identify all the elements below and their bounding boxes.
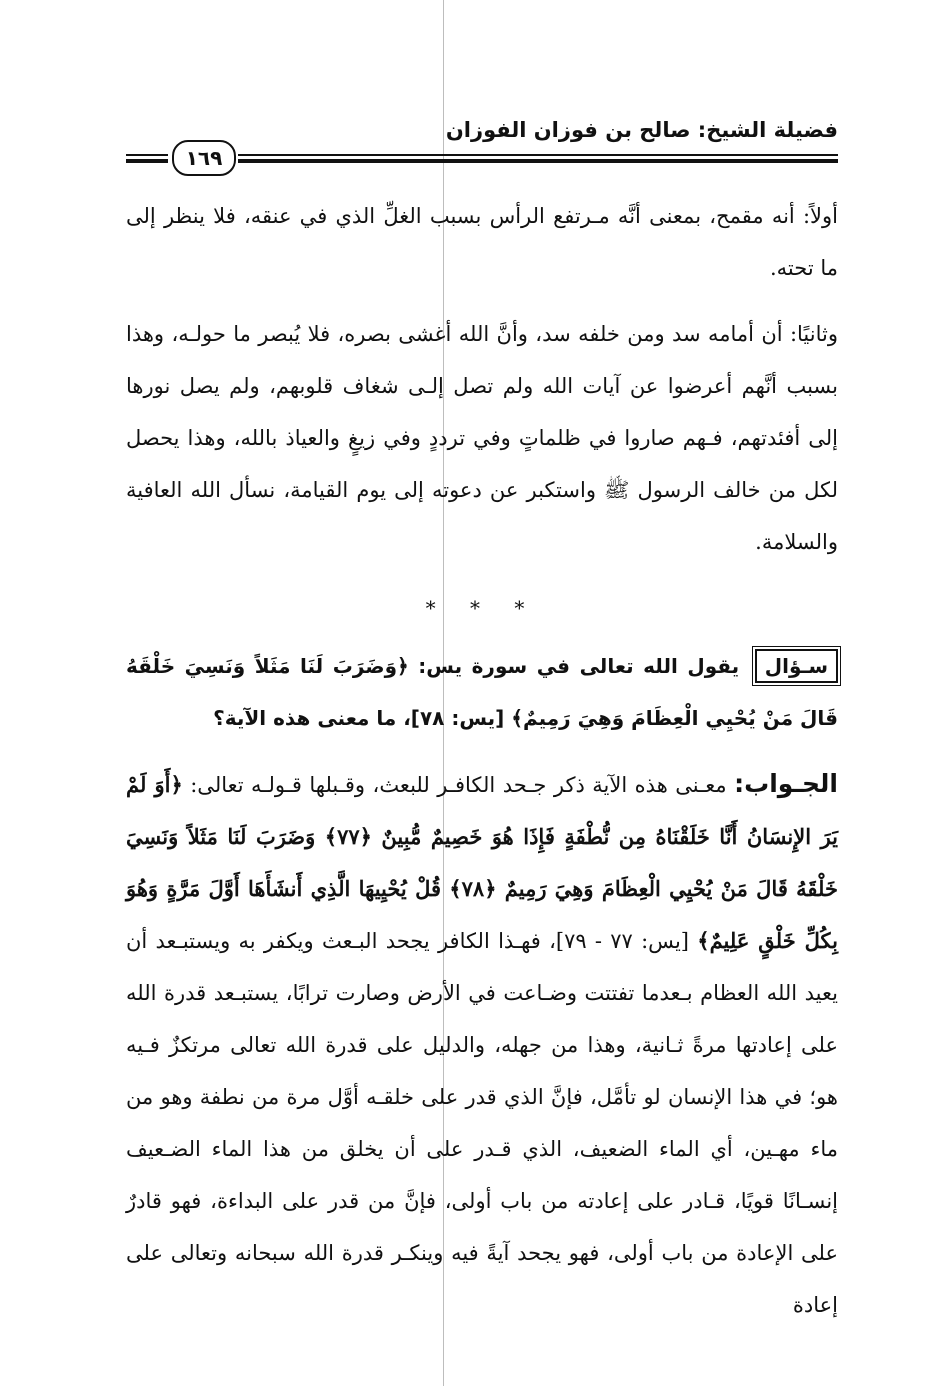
section-separator: * * *	[425, 596, 539, 620]
answer-intro: معـنى هذه الآية ذكر جـحد الكافـر للبعث، وقـبلها قـولـه تعالى:	[190, 773, 727, 797]
answer-label: الجـواب:	[734, 769, 838, 798]
paragraph-second: وثانيًا: أن أمامه سد ومن خلفه سد، وأنَّ الله أغشى بصره، فلا يُبصر ما حولـه، وهذا بسبب أنَّهم أعرضوا عن آيات الله ولم تصل إلـى شغاف قلوبهم، ولم يصل نورها إلى أفئدتهم، فـهم صاروا في ظلماتٍ وفي ترددٍ وفي زيغٍ والعياذ بالله، وهذا يحصل لكل من خالف الرسول ﷺ واستكبر عن دعوته إلى يوم القيامة، نسأل الله العافية والسلامة.	[126, 322, 838, 554]
header-rule-line-thick	[238, 159, 838, 163]
header-rule-line	[238, 154, 838, 156]
paragraph-first: أولاً: أنه مقمح، بمعنى أنَّه مـرتفع الرأس بسبب الغلِّ الذي في عنقه، فلا ينظر إلى ما تحته.	[126, 204, 838, 280]
question-block	[126, 640, 838, 744]
running-header: فضيلة الشيخ: صالح بن فوزان الفوزان	[445, 118, 838, 142]
answer-body: فهـذا الكافر يجحد البـعث ويكفر به ويستبـعد أن يعيد الله العظام بـعدما تفتتت وضـاعت في الأرض وصارت ترابًا، يستبـعد قدرة الله على إعادتها مرةً ثـانية، وهذا من جهله، والدليل على قدرة الله تعالى مرتكزٌ فـيه هو؛ في هذا الإنسان لو تأمَّل، فإنَّ الذي قدر على خلقـه أوَّل مرة من نطفة وهو من ماء مهـين، أي الماء الضعيف، الذي قـدر على أن يخلق من هذا الماء الضـعيف إنسـانًا قويًا، قـادر على إعادته من باب أولى، فإنَّ من قدر على البداءة، فهو قادرٌ على الإعادة من باب أولى، فهو يجحد آيةً فيه وينكـر قدرة الله سبحانه وتعالى على إعادة	[126, 929, 838, 1317]
verse-reference: [يس: ٧٧ - ٧٩]،	[549, 929, 689, 953]
question-label: سـؤال	[755, 649, 838, 683]
page-number: ١٦٩	[172, 140, 236, 176]
header-rule-line-left-thick	[126, 159, 168, 163]
quran-verse: ﴿أَوَ لَمْ يَرَ الإِنسَانُ أَنَّا خَلَقْنَاهُ مِن نُّطْفَةٍ فَإِذَا هُوَ خَصِيمٌ مُّبِينٌ ﴿٧٧﴾ وَضَرَبَ لَنَا مَثَلاً وَنَسِيَ خَلْقَهُ قَالَ مَنْ يُحْيِي الْعِظَامَ وَهِيَ رَمِيمٌ ﴿٧٨﴾ قُلْ يُحْيِيهَا الَّذِي أَنشَأَهَا أَوَّلَ مَرَّةٍ وَهُوَ بِكُلِّ خَلْقٍ عَلِيمٌ﴾	[126, 772, 839, 953]
answer-block	[126, 758, 838, 1331]
page-body	[126, 190, 838, 1345]
question-text: يقول الله تعالى في سورة يس: ﴿وَضَرَبَ لَنَا مَثَلاً وَنَسِيَ خَلْقَهُ قَالَ مَنْ يُحْيِي الْعِظَامَ وَهِيَ رَمِيمٌ﴾ [يس: ٧٨]، ما معنى هذه الآية؟	[126, 654, 838, 730]
header-rule-line-left	[126, 154, 168, 156]
